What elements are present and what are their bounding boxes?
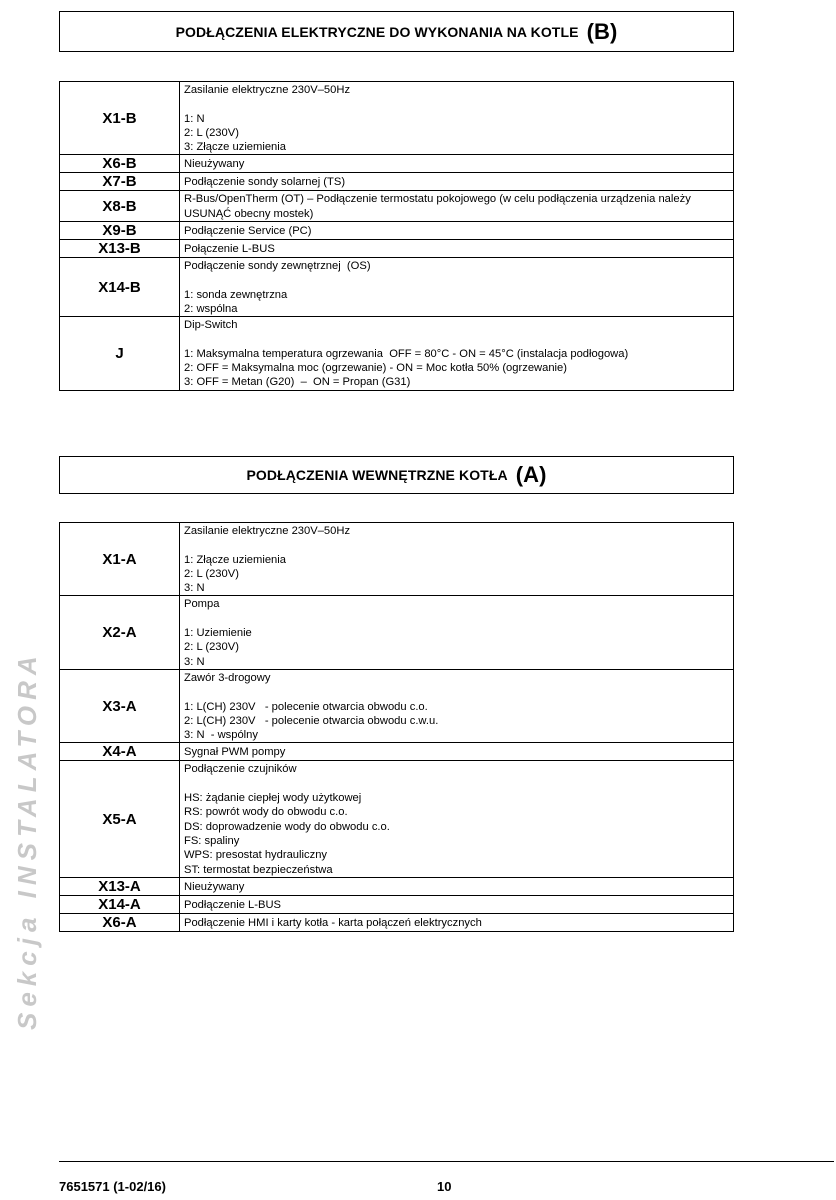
connector-description — [180, 877, 734, 895]
description-line: Zasilanie elektryczne 230V–50Hz — [184, 84, 351, 96]
connector-description — [180, 761, 734, 877]
connector-description — [180, 155, 734, 173]
description-line: FS: spaliny — [184, 834, 240, 847]
description-line: Podłączenie HMI i karty kotła - karta połączeń elektrycznych — [184, 916, 482, 929]
description-line: 2: L (230V) — [184, 567, 239, 580]
description-line: Zawór 3-drogowy — [184, 671, 271, 684]
description-line — [184, 273, 729, 287]
description-line — [184, 612, 729, 626]
connection-row — [60, 173, 734, 191]
description-line: 1: N — [184, 112, 205, 125]
description-line: Pompa — [184, 598, 220, 611]
connection-row — [60, 913, 734, 931]
connector-description — [180, 523, 734, 596]
description-line: HS: żądanie ciepłej wody użytkowej — [184, 792, 362, 805]
connection-row — [60, 523, 734, 596]
connector-code: X7-B — [60, 173, 180, 191]
connector-description — [180, 317, 734, 390]
connector-description — [180, 743, 734, 761]
connection-row — [60, 317, 734, 390]
description-line: 1: Uziemienie — [184, 627, 252, 640]
connection-row — [60, 877, 734, 895]
connector-code: X5-A — [60, 761, 180, 877]
connector-code: X13-B — [60, 240, 180, 258]
section-a-connections-table — [59, 522, 734, 932]
connection-row — [60, 155, 734, 173]
connector-code: X3-A — [60, 669, 180, 742]
connector-code: X14-A — [60, 895, 180, 913]
connection-row — [60, 82, 734, 155]
connector-description — [180, 669, 734, 742]
connector-code: X9-B — [60, 222, 180, 240]
description-line: Nieużywany — [184, 158, 245, 171]
connector-code: X14-B — [60, 258, 180, 317]
connector-code: X4-A — [60, 743, 180, 761]
description-line: ST: termostat bezpieczeństwa — [184, 863, 333, 876]
description-line — [184, 97, 729, 111]
description-line — [184, 333, 729, 347]
description-line — [184, 538, 729, 552]
description-line — [184, 777, 729, 791]
description-line: 1: L(CH) 230V - polecenie otwarcia obwodu c.o. — [184, 700, 428, 713]
connection-row — [60, 669, 734, 742]
connection-row — [60, 596, 734, 669]
connector-description — [180, 240, 734, 258]
section-b-title: PODŁĄCZENIA ELEKTRYCZNE DO WYKONANIA NA KOTLE — [175, 23, 579, 40]
description-line: 2: wspólna — [184, 302, 238, 315]
connection-row — [60, 761, 734, 877]
connector-description — [180, 258, 734, 317]
connector-description — [180, 173, 734, 191]
description-line: Nieużywany — [184, 880, 245, 893]
description-line: Podłączenie L-BUS — [184, 898, 282, 911]
connector-code: X6-B — [60, 155, 180, 173]
description-line: Podłączenie Service (PC) — [184, 224, 312, 237]
section-a-title-mark: (A) — [515, 462, 547, 487]
connector-code: X2-A — [60, 596, 180, 669]
description-line: R-Bus/OpenTherm (OT) – Podłączenie termostatu pokojowego (w celu podłączenia urządzenia należy USUNĄĆ obecny mostek) — [184, 193, 691, 220]
connector-code: X1-A — [60, 523, 180, 596]
connector-description — [180, 82, 734, 155]
description-line — [184, 685, 729, 699]
description-line: Dip-Switch — [184, 319, 238, 332]
document-code: 7651571 (1-02/16) — [59, 1179, 166, 1194]
connector-code: X1-B — [60, 82, 180, 155]
section-b-title-box — [59, 11, 734, 52]
connection-row — [60, 258, 734, 317]
description-line: 2: L (230V) — [184, 126, 239, 139]
description-line: 3: N - wspólny — [184, 729, 258, 742]
connector-description — [180, 222, 734, 240]
description-line: Sygnał PWM pompy — [184, 746, 286, 759]
description-line: 3: N — [184, 582, 205, 595]
description-line: Podłączenie sondy solarnej (TS) — [184, 176, 346, 189]
section-a-title-box — [59, 456, 734, 494]
description-line: Połączenie L-BUS — [184, 242, 275, 255]
description-line: WPS: presostat hydrauliczny — [184, 849, 328, 862]
connector-description — [180, 895, 734, 913]
description-line: 1: sonda zewnętrzna — [184, 288, 288, 301]
description-line: RS: powrót wody do obwodu c.o. — [184, 806, 348, 819]
description-line: 2: OFF = Maksymalna moc (ogrzewanie) - ON = Moc kotła 50% (ogrzewanie) — [184, 362, 567, 375]
connection-row — [60, 222, 734, 240]
description-line: 3: OFF = Metan (G20) – ON = Propan (G31) — [184, 376, 411, 389]
description-line: Zasilanie elektryczne 230V–50Hz — [184, 525, 351, 537]
connector-description — [180, 913, 734, 931]
connector-description — [180, 596, 734, 669]
footer-rule — [59, 1161, 834, 1162]
connection-row — [60, 895, 734, 913]
page-number: 10 — [437, 1179, 452, 1194]
description-line: 3: N — [184, 655, 205, 668]
description-line: Podłączenie czujników — [184, 763, 297, 776]
connector-code: X6-A — [60, 913, 180, 931]
section-a-title: PODŁĄCZENIA WEWNĘTRZNE KOTŁA — [246, 467, 508, 483]
connector-code: X8-B — [60, 191, 180, 222]
connector-code: X13-A — [60, 877, 180, 895]
connection-row — [60, 743, 734, 761]
section-b-connections-table — [59, 81, 734, 391]
description-line: 1: Złącze uziemienia — [184, 553, 286, 566]
connection-row — [60, 240, 734, 258]
description-line: 2: L(CH) 230V - polecenie otwarcia obwodu c.w.u. — [184, 714, 439, 727]
description-line: DS: doprowadzenie wody do obwodu c.o. — [184, 820, 390, 833]
description-line: 1: Maksymalna temperatura ogrzewania OFF = 80°C - ON = 45°C (instalacja podłogowa) — [184, 347, 629, 360]
connector-description — [180, 191, 734, 222]
connection-row — [60, 191, 734, 222]
description-line: Podłączenie sondy zewnętrznej (OS) — [184, 260, 371, 273]
connector-code: J — [60, 317, 180, 390]
description-line: 2: L (230V) — [184, 641, 239, 654]
section-b-title-mark: (B) — [586, 18, 618, 44]
side-section-label: Sekcja INSTALATORA — [12, 650, 42, 1030]
description-line: 3: Złącze uziemienia — [184, 141, 286, 154]
